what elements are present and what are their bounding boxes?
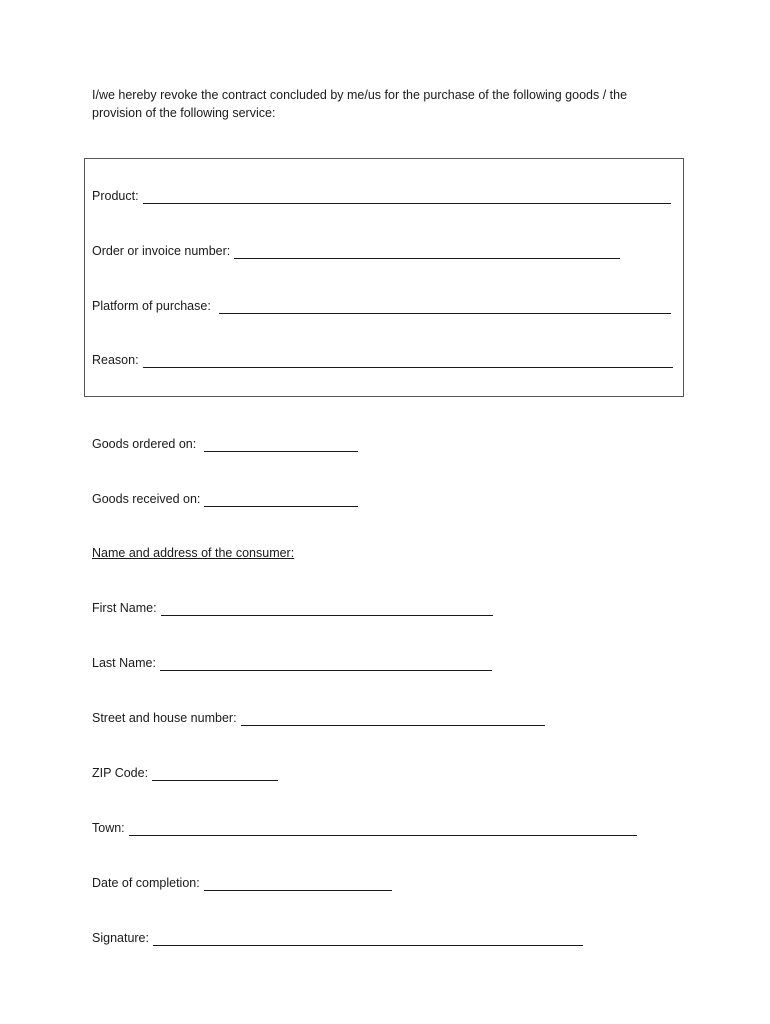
zip-field xyxy=(92,765,278,781)
product-label: Product: xyxy=(92,189,139,203)
completion-date-label: Date of completion: xyxy=(92,876,200,890)
street-field xyxy=(92,710,545,726)
completion-date-input-line[interactable] xyxy=(204,876,392,891)
platform-field xyxy=(92,298,671,314)
intro-text xyxy=(92,86,692,122)
goods-ordered-field xyxy=(92,436,358,452)
signature-field xyxy=(92,930,583,946)
first-name-label: First Name: xyxy=(92,601,157,615)
order-number-field xyxy=(92,243,620,259)
reason-field xyxy=(92,352,673,368)
platform-input-line[interactable] xyxy=(219,299,671,314)
goods-received-label: Goods received on: xyxy=(92,492,201,506)
zip-label: ZIP Code: xyxy=(92,766,149,780)
intro-line-2: provision of the following service: xyxy=(92,106,276,120)
last-name-input-line[interactable] xyxy=(160,656,492,671)
goods-received-field xyxy=(92,491,358,507)
intro-line-1: I/we hereby revoke the contract concluded by me/us for the purchase of the following goods / the xyxy=(92,88,628,102)
consumer-heading: Name and address of the consumer: xyxy=(92,546,295,560)
reason-input-line[interactable] xyxy=(143,353,673,368)
town-input-line[interactable] xyxy=(129,821,637,836)
goods-ordered-input-line[interactable] xyxy=(204,437,358,452)
first-name-field xyxy=(92,600,493,616)
street-input-line[interactable] xyxy=(241,711,545,726)
last-name-field xyxy=(92,655,492,671)
first-name-input-line[interactable] xyxy=(161,601,493,616)
goods-received-input-line[interactable] xyxy=(204,492,358,507)
street-label: Street and house number: xyxy=(92,711,237,725)
signature-label: Signature: xyxy=(92,931,149,945)
product-input-line[interactable] xyxy=(143,189,671,204)
order-number-label: Order or invoice number: xyxy=(92,244,231,258)
town-label: Town: xyxy=(92,821,125,835)
goods-ordered-label: Goods ordered on: xyxy=(92,437,197,451)
product-field xyxy=(92,188,671,204)
reason-label: Reason: xyxy=(92,353,139,367)
zip-input-line[interactable] xyxy=(152,766,278,781)
order-number-input-line[interactable] xyxy=(234,244,620,259)
last-name-label: Last Name: xyxy=(92,656,156,670)
completion-date-field xyxy=(92,875,392,891)
platform-label: Platform of purchase: xyxy=(92,299,211,313)
signature-input-line[interactable] xyxy=(153,931,583,946)
town-field xyxy=(92,820,637,836)
